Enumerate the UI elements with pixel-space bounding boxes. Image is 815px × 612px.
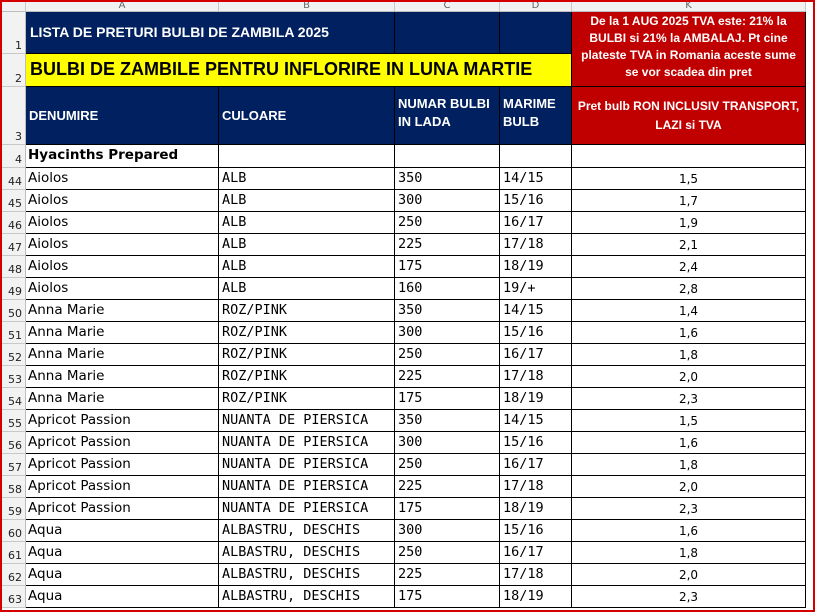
product-name-cell[interactable]: Aqua xyxy=(26,564,219,586)
product-name-cell[interactable]: Anna Marie xyxy=(26,344,219,366)
column-header-d[interactable]: D xyxy=(500,0,572,12)
row-header[interactable]: 56 xyxy=(0,432,26,454)
bulb-size-cell[interactable]: 15/16 xyxy=(500,520,572,542)
vat-note[interactable]: De la 1 AUG 2025 TVA este: 21% la BULBI si 21% la AMBALAJ. Pt cine plateste TVA in Romania aceste sume se vor scadea din pret xyxy=(572,12,806,87)
bulb-count-cell[interactable]: 175 xyxy=(395,256,500,278)
flowering-banner[interactable]: BULBI DE ZAMBILE PENTRU INFLORIRE IN LUNA MARTIE xyxy=(26,54,572,87)
color-cell[interactable]: NUANTA DE PIERSICA xyxy=(219,454,395,476)
bulb-size-cell[interactable]: 15/16 xyxy=(500,322,572,344)
bulb-count-cell[interactable]: 225 xyxy=(395,564,500,586)
price-cell[interactable]: 1,8 xyxy=(572,454,806,476)
row-header[interactable]: 53 xyxy=(0,366,26,388)
color-cell[interactable]: ROZ/PINK xyxy=(219,344,395,366)
row-header[interactable]: 52 xyxy=(0,344,26,366)
color-cell[interactable]: ROZ/PINK xyxy=(219,322,395,344)
bulb-size-cell[interactable]: 14/15 xyxy=(500,168,572,190)
price-cell[interactable]: 1,9 xyxy=(572,212,806,234)
bulb-size-cell[interactable]: 14/15 xyxy=(500,410,572,432)
product-name-cell[interactable]: Aqua xyxy=(26,542,219,564)
bulb-size-cell[interactable]: 16/17 xyxy=(500,212,572,234)
color-cell[interactable]: ALB xyxy=(219,256,395,278)
price-cell[interactable]: 2,0 xyxy=(572,564,806,586)
bulb-count-cell[interactable]: 175 xyxy=(395,498,500,520)
price-cell[interactable]: 2,4 xyxy=(572,256,806,278)
bulb-size-cell[interactable]: 18/19 xyxy=(500,498,572,520)
row-header[interactable]: 59 xyxy=(0,498,26,520)
color-cell[interactable]: ROZ/PINK xyxy=(219,388,395,410)
price-cell[interactable]: 2,0 xyxy=(572,476,806,498)
price-cell[interactable]: 1,6 xyxy=(572,432,806,454)
product-name-cell[interactable]: Apricot Passion xyxy=(26,498,219,520)
bulb-count-cell[interactable]: 175 xyxy=(395,586,500,608)
product-name-cell[interactable]: Anna Marie xyxy=(26,322,219,344)
bulb-size-cell[interactable]: 18/19 xyxy=(500,586,572,608)
product-name-cell[interactable]: Anna Marie xyxy=(26,300,219,322)
product-name-cell[interactable]: Anna Marie xyxy=(26,366,219,388)
bulb-count-cell[interactable]: 250 xyxy=(395,344,500,366)
row-header[interactable]: 49 xyxy=(0,278,26,300)
row-header[interactable]: 50 xyxy=(0,300,26,322)
price-cell[interactable]: 2,3 xyxy=(572,498,806,520)
row-header[interactable]: 63 xyxy=(0,586,26,608)
row-header[interactable]: 46 xyxy=(0,212,26,234)
price-cell[interactable]: 2,3 xyxy=(572,388,806,410)
color-cell[interactable]: ALB xyxy=(219,212,395,234)
color-cell[interactable]: ALBASTRU, DESCHIS xyxy=(219,586,395,608)
bulb-count-cell[interactable]: 225 xyxy=(395,476,500,498)
bulb-count-cell[interactable]: 250 xyxy=(395,454,500,476)
bulb-size-cell[interactable]: 15/16 xyxy=(500,190,572,212)
product-name-cell[interactable]: Aiolos xyxy=(26,256,219,278)
row-header[interactable]: 2 xyxy=(0,54,26,87)
bulb-size-cell[interactable]: 19/+ xyxy=(500,278,572,300)
row-header[interactable]: 60 xyxy=(0,520,26,542)
bulb-size-cell[interactable]: 18/19 xyxy=(500,256,572,278)
bulb-size-cell[interactable]: 16/17 xyxy=(500,542,572,564)
bulb-size-cell[interactable]: 17/18 xyxy=(500,476,572,498)
row-header[interactable]: 3 xyxy=(0,87,26,145)
section-label[interactable]: Hyacinths Prepared xyxy=(26,145,219,168)
bulb-count-cell[interactable]: 350 xyxy=(395,168,500,190)
bulb-count-cell[interactable]: 225 xyxy=(395,234,500,256)
price-cell[interactable]: 2,0 xyxy=(572,366,806,388)
product-name-cell[interactable]: Aiolos xyxy=(26,190,219,212)
color-cell[interactable]: ROZ/PINK xyxy=(219,366,395,388)
column-header-b[interactable]: B xyxy=(219,0,395,12)
column-title-size[interactable]: MARIME BULB xyxy=(500,87,572,145)
product-name-cell[interactable]: Aqua xyxy=(26,520,219,542)
color-cell[interactable]: ALB xyxy=(219,278,395,300)
column-header-c[interactable]: C xyxy=(395,0,500,12)
empty-cell[interactable] xyxy=(395,12,500,54)
product-name-cell[interactable]: Apricot Passion xyxy=(26,410,219,432)
product-name-cell[interactable]: Anna Marie xyxy=(26,388,219,410)
row-header[interactable]: 61 xyxy=(0,542,26,564)
bulb-count-cell[interactable]: 250 xyxy=(395,212,500,234)
bulb-count-cell[interactable]: 300 xyxy=(395,322,500,344)
product-name-cell[interactable]: Apricot Passion xyxy=(26,476,219,498)
column-header-a[interactable]: A xyxy=(26,0,219,12)
bulb-size-cell[interactable]: 17/18 xyxy=(500,234,572,256)
price-cell[interactable]: 1,8 xyxy=(572,542,806,564)
price-cell[interactable]: 1,7 xyxy=(572,190,806,212)
bulb-size-cell[interactable]: 18/19 xyxy=(500,388,572,410)
empty-cell[interactable] xyxy=(572,145,806,168)
row-header[interactable]: 1 xyxy=(0,12,26,54)
price-cell[interactable]: 1,5 xyxy=(572,410,806,432)
column-title-count[interactable]: NUMAR BULBI IN LADA xyxy=(395,87,500,145)
product-name-cell[interactable]: Aiolos xyxy=(26,234,219,256)
empty-cell[interactable] xyxy=(500,12,572,54)
select-all-corner[interactable] xyxy=(0,0,26,12)
color-cell[interactable]: ALB xyxy=(219,168,395,190)
price-cell[interactable]: 1,6 xyxy=(572,520,806,542)
color-cell[interactable]: ROZ/PINK xyxy=(219,300,395,322)
row-header[interactable]: 58 xyxy=(0,476,26,498)
price-cell[interactable]: 1,4 xyxy=(572,300,806,322)
product-name-cell[interactable]: Apricot Passion xyxy=(26,454,219,476)
bulb-size-cell[interactable]: 15/16 xyxy=(500,432,572,454)
bulb-count-cell[interactable]: 350 xyxy=(395,300,500,322)
color-cell[interactable]: ALB xyxy=(219,190,395,212)
product-name-cell[interactable]: Aiolos xyxy=(26,168,219,190)
color-cell[interactable]: ALBASTRU, DESCHIS xyxy=(219,564,395,586)
price-cell[interactable]: 2,3 xyxy=(572,586,806,608)
price-cell[interactable]: 2,1 xyxy=(572,234,806,256)
bulb-count-cell[interactable]: 300 xyxy=(395,432,500,454)
product-name-cell[interactable]: Aqua xyxy=(26,586,219,608)
row-header[interactable]: 44 xyxy=(0,168,26,190)
color-cell[interactable]: ALBASTRU, DESCHIS xyxy=(219,542,395,564)
price-list-title[interactable]: LISTA DE PRETURI BULBI DE ZAMBILA 2025 xyxy=(26,12,395,54)
empty-cell[interactable] xyxy=(219,145,395,168)
column-title-name[interactable]: DENUMIRE xyxy=(26,87,219,145)
price-cell[interactable]: 1,8 xyxy=(572,344,806,366)
price-cell[interactable]: 1,5 xyxy=(572,168,806,190)
column-title-price[interactable]: Pret bulb RON INCLUSIV TRANSPORT, LAZI si TVA xyxy=(572,87,806,145)
bulb-count-cell[interactable]: 350 xyxy=(395,410,500,432)
row-header[interactable]: 57 xyxy=(0,454,26,476)
row-header[interactable]: 48 xyxy=(0,256,26,278)
price-cell[interactable]: 1,6 xyxy=(572,322,806,344)
empty-cell[interactable] xyxy=(395,145,500,168)
bulb-size-cell[interactable]: 16/17 xyxy=(500,454,572,476)
column-title-color[interactable]: CULOARE xyxy=(219,87,395,145)
color-cell[interactable]: NUANTA DE PIERSICA xyxy=(219,432,395,454)
price-cell[interactable]: 2,8 xyxy=(572,278,806,300)
bulb-count-cell[interactable]: 300 xyxy=(395,520,500,542)
column-header-k[interactable]: K xyxy=(572,0,806,12)
row-header[interactable]: 54 xyxy=(0,388,26,410)
color-cell[interactable]: ALB xyxy=(219,234,395,256)
bulb-size-cell[interactable]: 14/15 xyxy=(500,300,572,322)
color-cell[interactable]: NUANTA DE PIERSICA xyxy=(219,410,395,432)
bulb-count-cell[interactable]: 225 xyxy=(395,366,500,388)
color-cell[interactable]: NUANTA DE PIERSICA xyxy=(219,498,395,520)
empty-cell[interactable] xyxy=(500,145,572,168)
row-header[interactable]: 45 xyxy=(0,190,26,212)
bulb-size-cell[interactable]: 17/18 xyxy=(500,366,572,388)
row-header[interactable]: 47 xyxy=(0,234,26,256)
product-name-cell[interactable]: Aiolos xyxy=(26,278,219,300)
bulb-count-cell[interactable]: 175 xyxy=(395,388,500,410)
product-name-cell[interactable]: Apricot Passion xyxy=(26,432,219,454)
row-header[interactable]: 51 xyxy=(0,322,26,344)
bulb-size-cell[interactable]: 17/18 xyxy=(500,564,572,586)
color-cell[interactable]: ALBASTRU, DESCHIS xyxy=(219,520,395,542)
product-name-cell[interactable]: Aiolos xyxy=(26,212,219,234)
bulb-count-cell[interactable]: 300 xyxy=(395,190,500,212)
row-header[interactable]: 4 xyxy=(0,145,26,168)
bulb-count-cell[interactable]: 250 xyxy=(395,542,500,564)
bulb-size-cell[interactable]: 16/17 xyxy=(500,344,572,366)
row-header[interactable]: 55 xyxy=(0,410,26,432)
bulb-count-cell[interactable]: 160 xyxy=(395,278,500,300)
row-header[interactable]: 62 xyxy=(0,564,26,586)
color-cell[interactable]: NUANTA DE PIERSICA xyxy=(219,476,395,498)
